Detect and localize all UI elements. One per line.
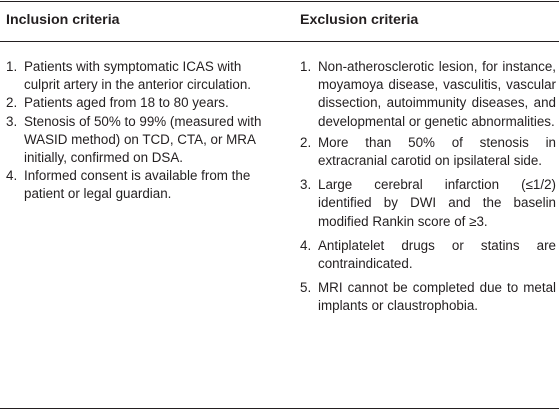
exclusion-item bbox=[300, 176, 556, 231]
item-number: 2. bbox=[300, 134, 312, 150]
exclusion-item bbox=[300, 58, 556, 131]
exclusion-item bbox=[300, 237, 556, 273]
item-number: 5. bbox=[300, 280, 312, 296]
item-number: 1. bbox=[6, 59, 18, 74]
item-number: 4. bbox=[6, 168, 18, 184]
bottom-rule bbox=[0, 408, 559, 409]
item-text: More than 50% of stenosis in extracranial carotid on ipsilateral side. bbox=[318, 134, 556, 169]
item-number: 3. bbox=[300, 177, 312, 193]
inclusion-item bbox=[6, 94, 262, 112]
item-text: Stenosis of 50% to 99% (measured with WASID method) on TCD, CTA, or MRA initially, confirmed on DSA. bbox=[24, 113, 262, 166]
item-text: Non-atherosclerotic lesion, for instance, moyamoya disease, vasculitis, vascular dissection, autoimmunity diseases, and developmental or genetic abnormalities. bbox=[318, 59, 556, 129]
item-number: 3. bbox=[6, 113, 18, 129]
inclusion-item bbox=[6, 58, 262, 94]
exclusion-header: Exclusion criteria bbox=[300, 12, 419, 28]
item-number: 2. bbox=[6, 95, 18, 111]
item-number: 4. bbox=[300, 237, 312, 253]
inclusion-item bbox=[6, 167, 262, 203]
inclusion-item bbox=[6, 113, 262, 168]
item-text: Antiplatelet drugs or statins are contraindicated. bbox=[318, 237, 556, 272]
top-rule bbox=[0, 1, 559, 2]
exclusion-list bbox=[300, 58, 556, 316]
item-text: Large cerebral infarction (≤1/2) identified by DWI and the baselin modified Rankin score of ≥3. bbox=[318, 177, 556, 229]
inclusion-list bbox=[6, 58, 262, 204]
inclusion-header: Inclusion criteria bbox=[6, 12, 120, 28]
exclusion-item bbox=[300, 134, 556, 170]
item-text: Informed consent is available from the patient or legal guardian. bbox=[24, 168, 251, 202]
item-number: 1. bbox=[300, 59, 312, 74]
exclusion-item bbox=[300, 279, 556, 315]
item-text: Patients aged from 18 to 80 years. bbox=[24, 95, 229, 111]
item-text: Patients with symptomatic ICAS with culprit artery in the anterior circulation. bbox=[24, 59, 251, 93]
item-text: MRI cannot be completed due to metal implants or claustrophobia. bbox=[318, 280, 556, 314]
header-rule bbox=[0, 41, 559, 42]
